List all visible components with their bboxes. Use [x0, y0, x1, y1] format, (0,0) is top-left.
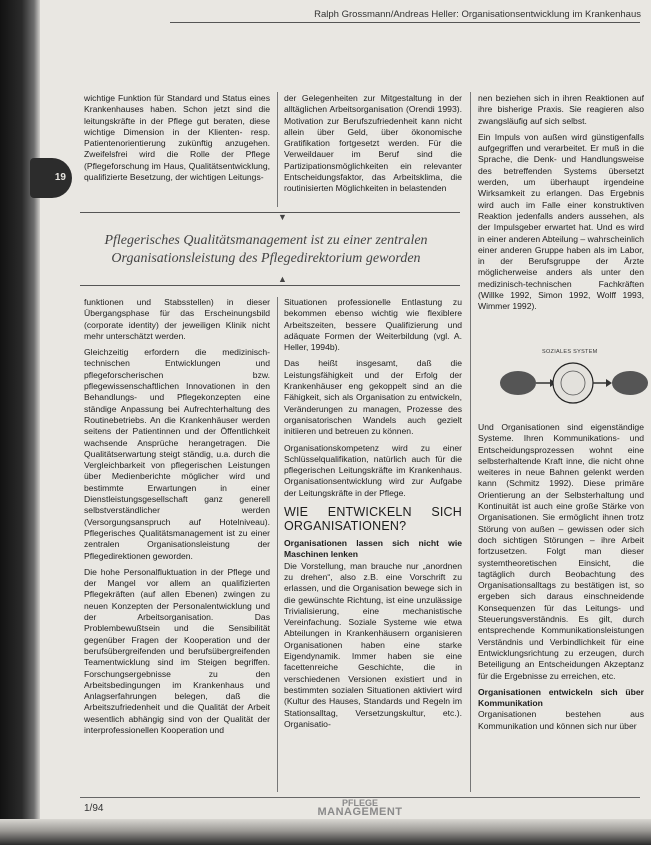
subheading: Organisationen lassen sich nicht wie Maschinen lenken	[284, 538, 462, 560]
pull-quote-line-2: Organisationsleistung des Pflegedirektorium geworden	[111, 251, 421, 266]
bottom-column-2	[284, 297, 462, 787]
section-heading: WIE ENTWICKELN SICH ORGANISATIONEN?	[284, 505, 462, 534]
input-ellipse	[500, 371, 536, 395]
bottom-column-2-para: Die Vorstellung, man brauche nur „anordnen zu drehen“, also z.B. eine Vorschrift zu erlassen, und die Organisation bewege sich in die gewünschte Richtung, ist eine unzulässige Trivialisierung, eine mechanistische Vereinfachung. Soziale Systeme wie etwa Abteilungen in Krankenhäusern organisieren Organisationen haben eine starke Eigendynamik. Immer haben sie eine facettenreiche Geschichte, die in verschiedenen Versionen existiert und in bestimmten sozialen Situationen aktiviert wird (Kultur des Hauses, Standards und Regeln im Stationsalltag, Versetzungskultur, etc.). Organisatio-	[284, 560, 462, 729]
bottom-column-3	[478, 422, 644, 792]
bottom-column-2-para: Situationen professionelle Entlastung zu bekommen ebenso wichtig wie flexiblere Arbeitszeiten, bessere Qualifizierung und adäquate Formen der Weiterbildung (vgl. A. Heller, 1994b).	[284, 297, 462, 353]
page-binding-edge	[0, 0, 40, 845]
running-head: Ralph Grossmann/Andreas Heller: Organisationsentwicklung im Krankenhaus	[314, 9, 641, 20]
top-column-2: der Gelegenheiten zur Mitgestaltung in der alltäglichen Arbeitsorganisation (Orendi 1993). Motivation zur Berufszufriedenheit kann nicht allein über Geld, über ökonomische Gratifikation fortgesetzt werden. Für die Verweildauer im Beruf sind die Partizipationsmöglichkeiten ein relevanter Entscheidungsfaktor, das Arbeitsklima, die routinisierten Möglichkeiten in belastenden	[284, 93, 462, 194]
output-ellipse	[612, 371, 648, 395]
bottom-column-1	[84, 297, 270, 787]
bottom-column-3-para: Und Organisationen sind eigenständige Systeme. Ihren Kommunikations- und Entscheidungsprozessen wohnt eine selbsterhaltende Kraft inne, die nicht ohne weiteres in neue Bahnen gelenkt werden kann (Schmitz 1992). Diese primäre Orientierung an der Selbsterhaltung und Kontinuität ist auch eine große Stärke von Organisationen. Sie ermöglicht ihnen trotz Störung von außen – gewissen oder sich doch sichtigen Störungen – ihre Arbeit fortzusetzen. Folgt man dieser systemtheoretischen Einsicht, die tagtäglich durch Beobachtung des Organisationsalltags zu bestätigen ist, so ergeben sich daraus einschneidende Konsequenzen für das Leitungs- und Steuerungsverständnis. Es gilt, durch entsprechende Kommunikationsleistungen Verständnis und Verbindlichkeit für eine Entwicklungsrichtung zu erzeugen, durch Beteiligung an Entscheidungen Akzeptanz für die Ergebnisse zu erreichen, etc.	[478, 422, 644, 681]
logo-line-2: MANAGEMENT	[317, 806, 403, 818]
bottom-column-2-para: Das heißt insgesamt, daß die Leistungsfähigkeit und der Erfolg der Krankenhäuser eng gekoppelt sind an die Fähigkeit, sich als Organisation zu entwickeln, Veränderungen zu managen, Prozesse des organisatorischen Wandels auch gezielt initiieren und betreuen zu können.	[284, 358, 462, 437]
output-arrowhead	[606, 379, 612, 387]
top-column-3-para-2: Ein Impuls von außen wird günstigenfalls aufgegriffen und verarbeitet. Er muß in die Sprache, die Denk- und Handlungsweise des betreffenden Systems übersetzt werden, um überhaupt irgendeine Wirksamkeit zu erlangen. Das Ergebnis wird auch im Falle einer konstruktiven Reaktion jedenfalls anders aussehen, als der Impulsgeber erwartet hat. Und es wird in einer anderen Abteilung – wahrscheinlich einer anderen Gruppe haben als im Labor, in der Berufsgruppe der Ärzte möglicherweise anders als unter den medizinisch-technischen Fachkräften (Willke 1992, Simon 1992, Wolff 1993, Wimmer 1992).	[478, 131, 644, 312]
column-divider	[470, 92, 471, 792]
system-circle	[553, 363, 593, 403]
pull-quote-line-1: Pflegerisches Qualitätsmanagement ist zu einer zentralen	[104, 233, 428, 248]
pull-quote	[66, 232, 466, 268]
page-number: 1/94	[84, 803, 104, 814]
pull-quote-rule-top	[80, 212, 460, 213]
bottom-column-2-para: Organisationskompetenz wird zu einer Schlüsselqualifikation, natürlich auch für die pflegerischen Leitungskräfte im Krankenhaus. Organisationsentwicklung wird zur Aufgabe der Leitungskräfte in der Pflege.	[284, 442, 462, 498]
column-divider	[277, 92, 278, 207]
bottom-column-1-para: Die hohe Personalfluktuation in der Pflege und der Mangel vor allem an qualifizierten Pflegekräften (auf allen Ebenen) zwingen zu neuen Konzepten der Personalentwicklung und der Arbeitsorganisation. Das Problembewußtsein und die Sensibilität gegenüber Fragen der Kooperation und der berufsübergreifenden und berufsübergreifenden Teamentwicklung sind im Steigen begriffen. Forschungsergebnisse zu den Arbeitsbedingungen im Krankenhaus und Anlagserfahrungen belegen, daß die Arbeitszufriedenheit und die Qualität der Arbeit wesentlich abhängig sind von der Qualität der interprofessionellen Kooperation und	[84, 566, 270, 735]
top-column-3	[478, 93, 644, 343]
pull-quote-marker-top: ▼	[278, 212, 287, 222]
logo-line-1: PFLEGE	[341, 798, 378, 808]
subheading: Organisationen entwickeln sich über Kommunikation	[478, 686, 644, 709]
social-system-diagram	[500, 349, 650, 410]
pull-quote-rule-bottom	[80, 285, 460, 286]
bottom-column-1-para: Gleichzeitig erfordern die medizinisch-technischen Entwicklungen und pflegeforscherischen bzw. pflegewissenschaftlichen Innovationen in den Behandlungs- und Pflegekonzepten eine ständige Anpassung bei Aufrechterhaltung des Routinebetriebs. An die Krankenhäuser werden seitens der Patientinnen und der Öffentlichkeit wachsende Ansprüche herangetragen. Die Qualitätserwartung steigt ständig, u.a. durch die Vergleichbarkeit von pflegerischen Leistungen über Medienberichte möglicher wird und bestimmte Erwartungen in einer Dienstleistungsgesellschaft ganz generell selbstverständlicher werden (Versorgungsanspruch auf Hotelniveau). Pflegerisches Qualitätsmanagement ist zu einer zentralen Organisationsleistung der Pflegedirektionen geworden.	[84, 347, 270, 561]
chapter-tab-marker: 19	[30, 158, 72, 198]
top-column-1: wichtige Funktion für Standard und Status eines Krankenhauses haben. Schon jetzt sind die leitungskräfte in der Pflege gut beraten, diese wichtige Dimension in der Klienten- resp. Patientenorientierung zukünftig anzugehen. Zweifelsfrei wird die Rolle der Pflege (Pflegeforschung im Haus, Qualitätsentwicklung, qualifizierte Besetzung, der wichtigen Leitungs-	[84, 93, 270, 183]
bottom-column-3-para: Organisationen bestehen aus Kommunikation und können sich nur über	[478, 709, 644, 731]
pull-quote-marker-bottom: ▲	[278, 274, 287, 284]
header-rule	[170, 22, 640, 23]
magazine-logo	[300, 799, 420, 817]
diagram-graphic	[500, 355, 650, 410]
bottom-column-1-para: funktionen und Stabsstellen) in dieser Übergangsphase für das Erscheinungsbild (corporate identity) der jeweiligen Klinik nicht mehr unterschätzt werden.	[84, 297, 270, 341]
column-divider	[277, 297, 278, 792]
top-column-3-para-1: nen beziehen sich in ihren Reaktionen auf ihre bisherige Praxis. Sie reagieren also zwangsläufig auf sich selbst.	[478, 93, 644, 126]
page-bottom-edge	[0, 819, 651, 845]
diagram-label: SOZIALES SYSTEM	[542, 349, 598, 355]
